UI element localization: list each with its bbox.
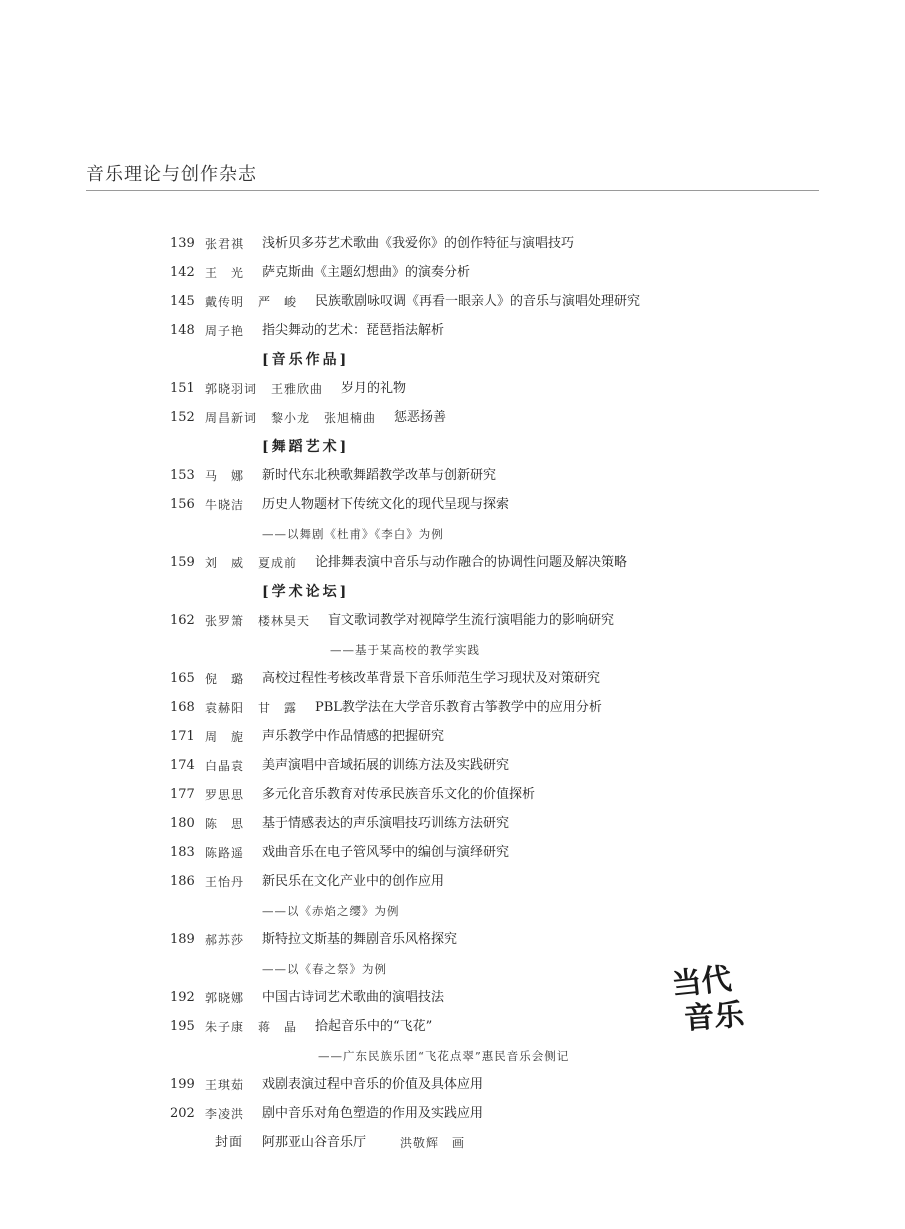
article-title: 高校过程性考核改革背景下音乐师范生学习现状及对策研究	[262, 671, 601, 686]
page-number: 189	[170, 932, 195, 947]
page-number: 145	[170, 294, 195, 309]
article-title: 历史人物题材下传统文化的现代呈现与探索	[262, 497, 510, 512]
article-subtitle	[0, 1046, 905, 1066]
toc-entry	[0, 930, 905, 950]
article-title: 戏曲音乐在电子管风琴中的编创与演绎研究	[262, 845, 510, 860]
page-number: 186	[170, 874, 195, 889]
article-title: 浅析贝多芬艺术歌曲《我爱你》的创作特征与演唱技巧	[262, 236, 575, 251]
page-number: 202	[170, 1106, 195, 1121]
article-subtitle	[0, 959, 905, 979]
page-number: 195	[170, 1019, 195, 1034]
article-title: 岁月的礼物	[341, 381, 407, 396]
author-name: 周子艳	[205, 324, 245, 338]
toc-entry	[0, 408, 905, 428]
author-name: 郭晓娜	[205, 991, 245, 1005]
toc-entry	[0, 553, 905, 573]
author-name: 王雅欣曲	[271, 382, 324, 396]
toc-entry	[0, 1075, 905, 1095]
article-title: 多元化音乐教育对传承民族音乐文化的价值探析	[262, 787, 536, 802]
article-subtitle	[0, 524, 905, 544]
subtitle-text: ——以《春之祭》为例	[262, 962, 387, 976]
article-title: 斯特拉文斯基的舞剧音乐风格探究	[262, 932, 458, 947]
toc-entry	[0, 466, 905, 486]
cover-artist: 洪敬辉 画	[400, 1136, 466, 1150]
article-title: 戏剧表演过程中音乐的价值及具体应用	[262, 1077, 484, 1092]
toc-entry	[0, 1017, 905, 1037]
author-name: 夏成前	[258, 556, 298, 570]
author-name: 白晶袁	[205, 759, 245, 773]
page-number: 171	[170, 729, 195, 744]
page-number: 177	[170, 787, 195, 802]
toc-entry	[0, 814, 905, 834]
cover-label: 封面	[215, 1135, 244, 1150]
author-name: 马 娜	[205, 469, 245, 483]
page-number: 159	[170, 555, 195, 570]
author-name: 袁赫阳	[205, 701, 245, 715]
article-title: 论排舞表演中音乐与动作融合的协调性问题及解决策略	[315, 555, 628, 570]
author-name: 张旭楠曲	[324, 411, 377, 425]
author-name: 张罗箫	[205, 614, 245, 628]
article-title: 剧中音乐对角色塑造的作用及实践应用	[262, 1106, 484, 1121]
svg-text:音乐: 音乐	[683, 997, 746, 1035]
article-title: 惩恶扬善	[394, 410, 447, 425]
page-number: 142	[170, 265, 195, 280]
page-number: 183	[170, 845, 195, 860]
toc-entry	[0, 321, 905, 341]
author-name: 陈 思	[205, 817, 245, 831]
article-title: PBL教学法在大学音乐教育古筝教学中的应用分析	[315, 700, 602, 715]
toc-entry	[0, 872, 905, 892]
toc-entry	[0, 988, 905, 1008]
page-number: 139	[170, 236, 195, 251]
section-label: [舞蹈艺术]	[262, 439, 350, 455]
author-name: 王琪茹	[205, 1078, 245, 1092]
cover-title: 阿那亚山谷音乐厅	[262, 1135, 367, 1150]
author-name: 刘 威	[205, 556, 245, 570]
article-title: 民族歌剧咏叹调《再看一眼亲人》的音乐与演唱处理研究	[315, 294, 641, 309]
article-title: 新时代东北秧歌舞蹈教学改革与创新研究	[262, 468, 497, 483]
page-number: 165	[170, 671, 195, 686]
article-title: 拾起音乐中的“飞花”	[315, 1019, 433, 1034]
subtitle-text: ——广东民族乐团“飞花点翠”惠民音乐会侧记	[318, 1049, 570, 1063]
author-name: 戴传明	[205, 295, 245, 309]
toc-entry	[0, 1104, 905, 1124]
author-name: 张君祺	[205, 237, 245, 251]
page-number: 168	[170, 700, 195, 715]
toc-entry	[0, 785, 905, 805]
section-label: [音乐作品]	[262, 352, 350, 368]
author-name: 李凌洪	[205, 1107, 245, 1121]
author-name: 王怡丹	[205, 875, 245, 889]
page-number: 199	[170, 1077, 195, 1092]
toc-entry	[0, 292, 905, 312]
author-name: 罗思思	[205, 788, 245, 802]
journal-title: 音乐理论与创作杂志	[86, 164, 257, 185]
author-name: 郭晓羽词	[205, 382, 258, 396]
toc-entry	[0, 698, 905, 718]
subtitle-text: ——基于某高校的教学实践	[330, 643, 480, 657]
toc-entry	[0, 379, 905, 399]
page-number: 180	[170, 816, 195, 831]
author-name: 牛晓洁	[205, 498, 245, 512]
toc-entry	[0, 669, 905, 689]
section-heading	[0, 350, 905, 370]
section-label: [学术论坛]	[262, 584, 350, 600]
page-number: 162	[170, 613, 195, 628]
toc-entry	[0, 843, 905, 863]
section-heading	[0, 437, 905, 457]
article-title: 中国古诗词艺术歌曲的演唱技法	[262, 990, 445, 1005]
article-title: 盲文歌词教学对视障学生流行演唱能力的影响研究	[328, 613, 615, 628]
article-title: 新民乐在文化产业中的创作应用	[262, 874, 445, 889]
author-name: 郝苏莎	[205, 933, 245, 947]
toc-entry	[0, 756, 905, 776]
author-name: 严 峻	[258, 295, 298, 309]
author-name: 陈路遥	[205, 846, 245, 860]
page-number: 156	[170, 497, 195, 512]
author-name: 朱子康	[205, 1020, 245, 1034]
cover-credit	[0, 1133, 905, 1153]
article-title: 美声演唱中音域拓展的训练方法及实践研究	[262, 758, 510, 773]
toc-entry	[0, 263, 905, 283]
page-number: 192	[170, 990, 195, 1005]
section-heading	[0, 582, 905, 602]
article-subtitle	[0, 901, 905, 921]
page-number: 174	[170, 758, 195, 773]
author-name: 甘 露	[258, 701, 298, 715]
author-name: 倪 璐	[205, 672, 245, 686]
svg-text:当代: 当代	[670, 961, 734, 1003]
toc-entry	[0, 495, 905, 515]
author-name: 王 光	[205, 266, 245, 280]
subtitle-text: ——以舞剧《杜甫》《李白》为例	[262, 527, 444, 541]
article-title: 基于情感表达的声乐演唱技巧训练方法研究	[262, 816, 510, 831]
page-number: 151	[170, 381, 195, 396]
page-number: 152	[170, 410, 195, 425]
toc-entry	[0, 611, 905, 631]
article-title: 萨克斯曲《主题幻想曲》的演奏分析	[262, 265, 471, 280]
author-name: 黎小龙	[271, 411, 311, 425]
subtitle-text: ——以《赤焰之缨》为例	[262, 904, 400, 918]
author-name: 周 旎	[205, 730, 245, 744]
author-name: 周昌新词	[205, 411, 258, 425]
author-name: 楼林昊天	[258, 614, 311, 628]
page-number: 153	[170, 468, 195, 483]
dangdai-yinyue-logo	[668, 955, 752, 1035]
author-name: 蒋 晶	[258, 1020, 298, 1034]
article-title: 声乐教学中作品情感的把握研究	[262, 729, 445, 744]
page-number: 148	[170, 323, 195, 338]
article-subtitle	[0, 640, 905, 660]
article-title: 指尖舞动的艺术：琵琶指法解析	[262, 323, 445, 338]
toc-entry	[0, 234, 905, 254]
toc-entry	[0, 727, 905, 747]
